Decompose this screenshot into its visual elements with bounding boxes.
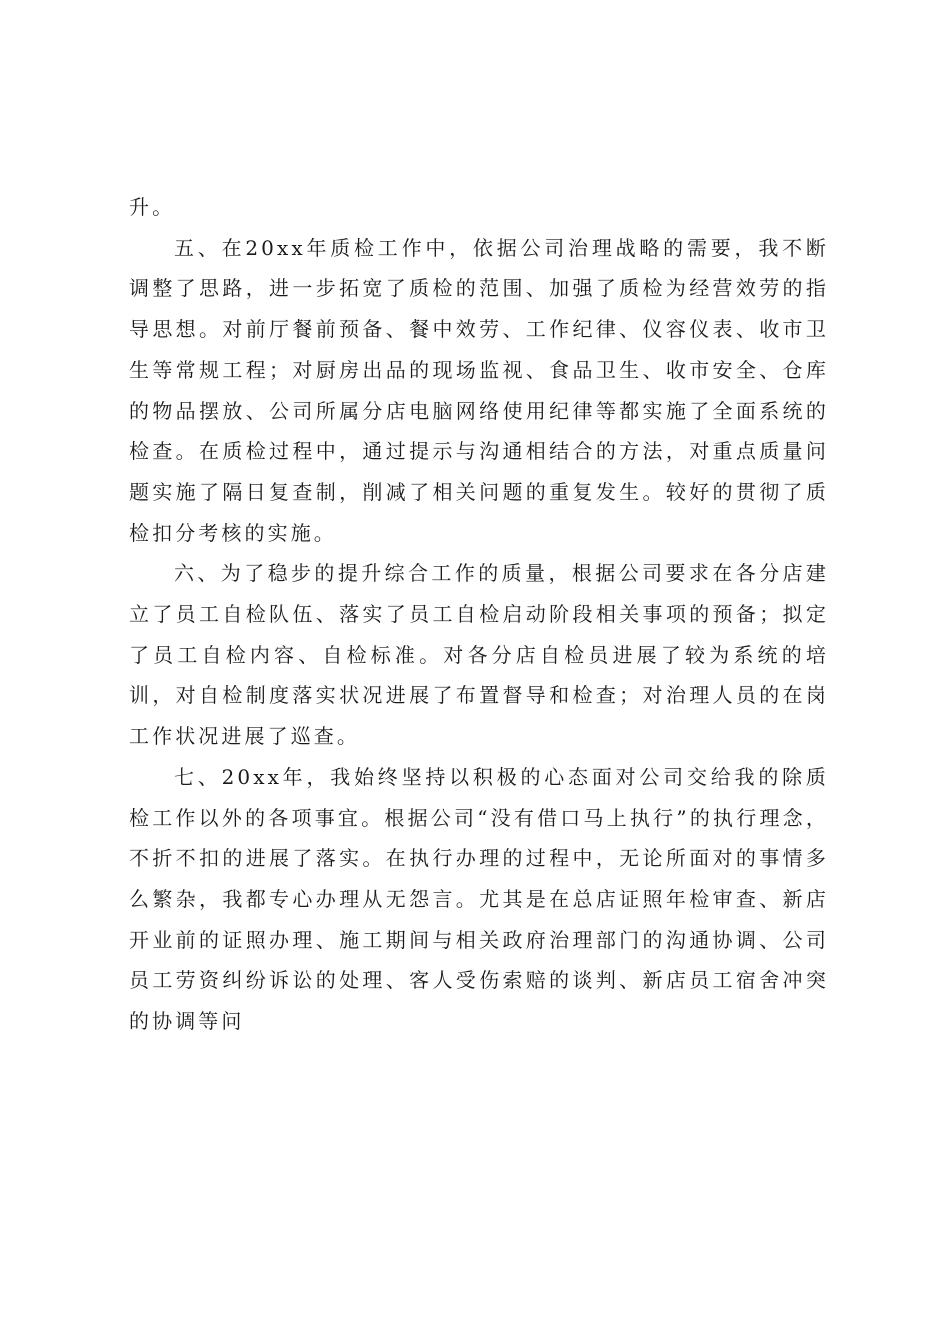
paragraph-six: 六、为了稳步的提升综合工作的质量，根据公司要求在各分店建立了员工自检队伍、落实了员工自检启动阶段相关事项的预备；拟定了员工自检内容、自检标准。对各分店自检员进展了较为系统的培训，对自检制度落实状况进展了布置督导和检查；对治理人员的在岗工作状况进展了巡查。 <box>129 561 829 749</box>
document-body <box>129 187 829 1042</box>
paragraph-five: 五、在20xx年质检工作中，依据公司治理战略的需要，我不断调整了思路，进一步拓宽了质检的范围、加强了质检为经营效劳的指导思想。对前厅餐前预备、餐中效劳、工作纪律、仪容仪表、收市卫生等常规工程；对厨房出品的现场监视、食品卫生、收市安全、仓库的物品摆放、公司所属分店电脑网络使用纪律等都实施了全面系统的检查。在质检过程中，通过提示与沟通相结合的方法，对重点质量问题实施了隔日复查制，削减了相关问题的重复发生。较好的贯彻了质检扣分考核的实施。 <box>129 235 829 545</box>
paragraph-seven: 七、20xx年，我始终坚持以积极的心态面对公司交给我的除质检工作以外的各项事宜。根据公司“没有借口马上执行”的执行理念，不折不扣的进展了落实。在执行办理的过程中，无论所面对的事情多么繁杂，我都专心办理从无怨言。尤其是在总店证照年检审查、新店开业前的证照办理、施工期间与相关政府治理部门的沟通协调、公司员工劳资纠纷诉讼的处理、客人受伤索赔的谈判、新店员工宿舍冲突的协调等问 <box>129 764 829 1034</box>
paragraph-continuation: 升。 <box>129 195 176 219</box>
